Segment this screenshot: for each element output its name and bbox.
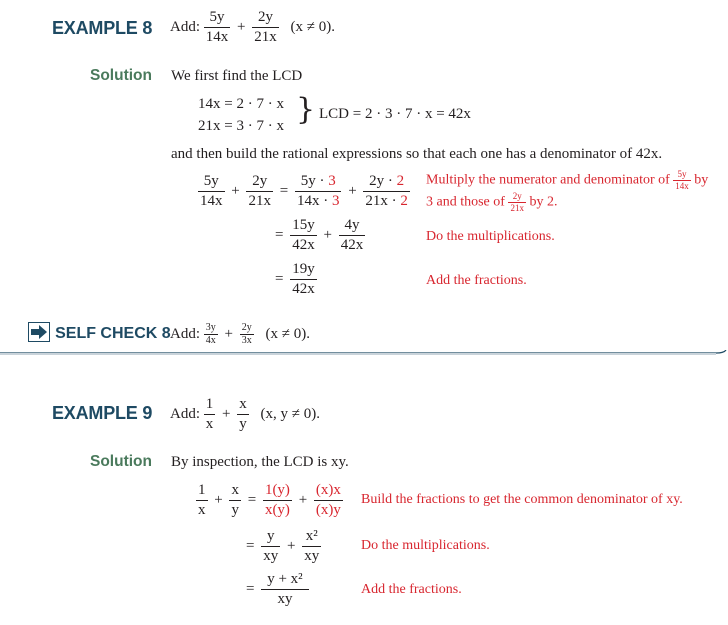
lcd-result: LCD = 2 · 3 · 7 · x = 42x [319, 106, 471, 122]
step-note: Build the fractions to get the common denominator of xy. [361, 492, 683, 507]
self-check-label: SELF CHECK 8 [55, 325, 171, 342]
condition: (x ≠ 0). [290, 19, 335, 35]
self-check-problem: Add: $\frac{3y}{4x}$ + $\frac{2y}{3x}$ (x ≠ 0). [170, 322, 310, 346]
math-step: $\frac{1}{x}$ + $\frac{x}{y}$ = $\frac{1(y)}{x(y)}$ + $\frac{(x)x}{(x)y}$ [198, 482, 341, 518]
section-divider [0, 350, 728, 358]
example-8-problem: Add: $\frac{5y}{14x}$ + $\frac{2y}{21x}$ (x ≠ 0). [170, 9, 335, 45]
step-note: Add the fractions. [361, 582, 462, 597]
step-note: Do the multiplications. [361, 538, 490, 553]
example-8-label: EXAMPLE 8 [52, 18, 153, 38]
brace: } [296, 92, 316, 127]
math-step: = $\frac{y}{xy}$ + $\frac{\text{x²}}{xy}$ [246, 528, 320, 564]
fraction: $\frac{5y}{14x}$ [205, 9, 229, 45]
arrow-right-icon [28, 322, 50, 346]
step-note: Do the multiplications. [426, 229, 555, 244]
math-step: = $\frac{\text{y + x²}}{xy}$ [243, 572, 309, 607]
math-step: = $\frac{19y}{42x}$ [275, 261, 315, 297]
self-check-8 [28, 322, 171, 346]
solution-label: Solution [90, 67, 152, 84]
solution-text: and then build the rational expressions so that each one has a denominator of 42x. [171, 146, 663, 162]
step-note: 3 and those of $\frac{2y}{21x}$ by 2. [426, 191, 558, 213]
step-note: Add the fractions. [426, 273, 527, 288]
fraction: $\frac{2y}{21x}$ [254, 9, 277, 45]
math-step: = $\frac{15y}{42x}$ + $\frac{4y}{42x}$ [275, 217, 364, 253]
math-step: $\frac{5y}{14x}$ + $\frac{2y}{21x}$ = $\frac{5y \cdot 3}{14x \cdot 3}$ + $\frac{2y \cdot 2}{21x \cdot 2}$ [200, 173, 408, 209]
factor-line: 21x = 3 · 7 · x [198, 118, 284, 134]
example-9-problem: Add: $\frac{1}{x}$ + $\frac{x}{y}$ (x, y ≠ 0). [170, 396, 320, 432]
solution-label: Solution [90, 453, 152, 470]
add-label: Add: [170, 19, 200, 35]
solution-text: We first find the LCD [171, 68, 303, 84]
factor-line: 14x = 2 · 7 · x [198, 96, 284, 112]
solution-text: By inspection, the LCD is xy. [171, 454, 349, 470]
example-9-label: EXAMPLE 9 [52, 403, 153, 423]
step-note: Multiply the numerator and denominator of $\frac{5y}{14x}$ by [426, 169, 709, 191]
